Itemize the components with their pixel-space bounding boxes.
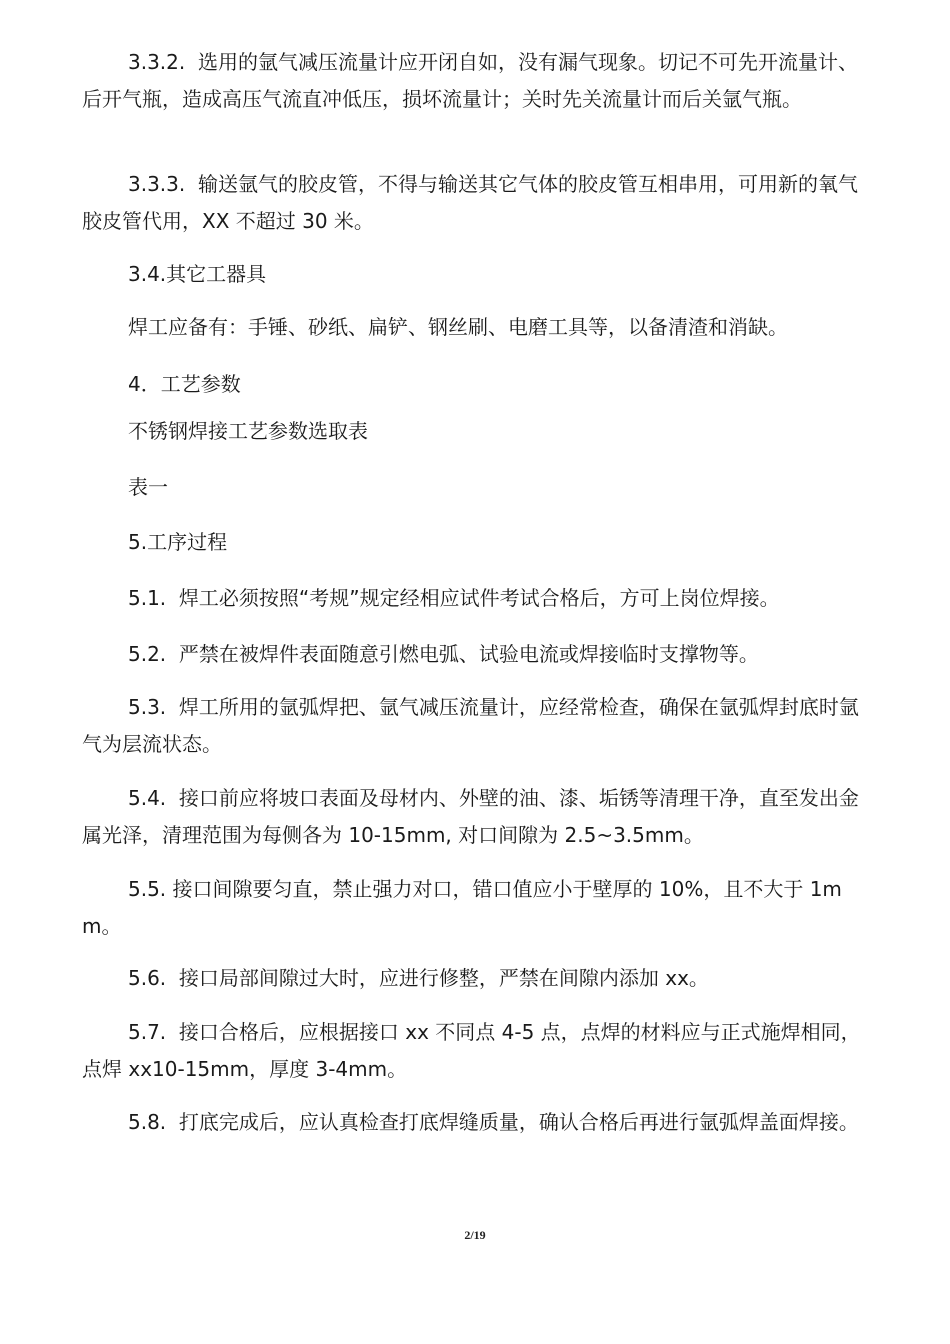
paragraph-3-3-2: 3.3.2. 选用的氩气减压流量计应开闭自如，没有漏气现象。切记不可先开流量计、后开气瓶，造成高压气流直冲低压，损坏流量计；关时先关流量计而后关氩气瓶。 [82,50,858,111]
paragraph-5-6: 5.6. 接口局部间隙过大时，应进行修整，严禁在间隙内添加 xx。 [128,966,709,990]
paragraph-5-3: 5.3. 焊工所用的氩弧焊把、氩气减压流量计，应经常检查，确保在氩弧焊封底时氩气为层流状态。 [82,695,859,756]
table-label: 表一 [128,475,168,499]
table-title: 不锈钢焊接工艺参数选取表 [128,419,368,443]
paragraph-5-5: 5.5. 接口间隙要匀直，禁止强力对口，错口值应小于壁厚的 10%，且不大于 1mm。 [82,877,842,938]
paragraph-5-4: 5.4. 接口前应将坡口表面及母材内、外壁的油、漆、垢锈等清理干净，直至发出金属光泽，清理范围为每侧各为 10-15mm, 对口间隙为 2.5~3.5mm。 [82,786,859,847]
paragraph-5-7: 5.7. 接口合格后，应根据接口 xx 不同点 4-5 点，点焊的材料应与正式施焊相同，点焊 xx10-15mm，厚度 3-4mm。 [82,1020,861,1081]
page-number: 2/19 [464,1228,486,1242]
paragraph-tools: 焊工应备有：手锤、砂纸、扁铲、钢丝刷、电磨工具等，以备清渣和消缺。 [128,315,788,339]
heading-section-4: 4．工艺参数 [128,372,241,396]
paragraph-5-2: 5.2. 严禁在被焊件表面随意引燃电弧、试验电流或焊接临时支撑物等。 [128,642,759,666]
paragraph-5-8: 5.8. 打底完成后，应认真检查打底焊缝质量，确认合格后再进行氩弧焊盖面焊接。 [128,1110,859,1134]
paragraph-5-1: 5.1. 焊工必须按照“考规”规定经相应试件考试合格后，方可上岗位焊接。 [128,586,780,610]
heading-3-4: 3.4.其它工器具 [128,262,267,286]
heading-section-5: 5.工序过程 [128,530,228,554]
paragraph-3-3-3: 3.3.3. 输送氩气的胶皮管，不得与输送其它气体的胶皮管互相串用，可用新的氧气胶皮管代用，XX 不超过 30 米。 [82,172,858,233]
